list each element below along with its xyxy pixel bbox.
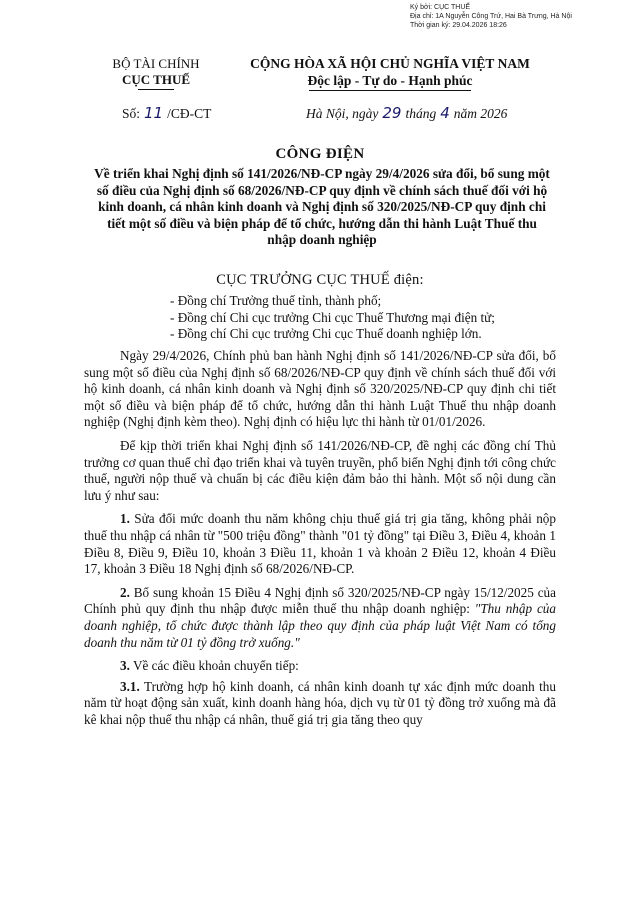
item-number: 1. <box>120 511 130 527</box>
doc-number-value: 11 <box>144 104 164 122</box>
document-number <box>122 104 211 122</box>
item-text: Về các điều khoản chuyển tiếp: <box>129 658 299 674</box>
recipient-item: - Đồng chí Chi cục trưởng Chi cục Thuế Thương mại điện tử; <box>170 309 495 325</box>
recipient-item: - Đồng chí Chi cục trưởng Chi cục Thuế doanh nghiệp lớn. <box>170 326 482 341</box>
body-paragraph: Để kịp thời triển khai Nghị định số 141/2026/NĐ-CP, đề nghị các đồng chí Thủ trưởng cơ quan thuế chỉ đạo triển khai và tuyên truyền, phổ biến Nghị định tới công chức thuế, người nộp thuế và chuẩn bị các điều kiện đảm bảo thi hành. Một số nội dung cần lưu ý như sau: <box>84 437 556 503</box>
item-quote: "Thu nhập của doanh nghiệp, tổ chức được thành lập theo quy định của pháp luật Việt Nam có tổng doanh thu năm từ 01 tỷ đồng trở xuống." <box>84 601 556 650</box>
doc-number-suffix: /CĐ-CT <box>167 106 212 121</box>
item-number: 3.1. <box>120 678 140 694</box>
digital-signature-stamp <box>410 3 572 30</box>
body-paragraph: Ngày 29/4/2026, Chính phủ ban hành Nghị định số 141/2026/NĐ-CP sửa đổi, bổ sung một số điều của Nghị định số 68/2026/NĐ-CP quy định về chính sách thuế đối với hộ kinh doanh, cá nhân kinh doanh và Nghị định số 320/2025/NĐ-CP quy định chi tiết một số điều và biện pháp để tổ chức, hướng dẫn thi hành Luật Thuế thu nhập doanh nghiệp (Nghị định kèm theo). Nghị định có hiệu lực thi hành từ 01/01/2026. <box>84 348 556 430</box>
date-month-label: tháng <box>405 106 437 121</box>
national-slogan: Độc lập - Tự do - Hạnh phúc <box>307 73 473 88</box>
body-item-1 <box>84 511 556 577</box>
signature-time: Thời gian ký: 29.04.2026 18:26 <box>410 22 507 29</box>
date-place: Hà Nội, ngày <box>306 106 379 121</box>
date-day: 29 <box>382 104 402 122</box>
item-text: Bổ sung khoản 15 Điều 4 Nghị định số 320/2025/NĐ-CP ngày 15/12/2025 của Chính phủ quy định thu nhập được miễn thuế thu nhập doanh nghiệp: <box>84 584 556 617</box>
signature-address: Địa chỉ: 1A Nguyễn Công Trứ, Hai Bà Trưng, Hà Nội <box>410 13 572 20</box>
recipient-list <box>170 293 495 343</box>
org-department: CỤC THUẾ <box>121 72 191 87</box>
document-title: CÔNG ĐIỆN <box>275 146 365 162</box>
date-year: năm 2026 <box>453 106 508 121</box>
date-month: 4 <box>440 104 450 122</box>
item-number: 2. <box>120 584 130 600</box>
body-item-3 <box>84 658 556 675</box>
document-subject: Về triển khai Nghị định số 141/2026/NĐ-CP ngày 29/4/2026 sửa đổi, bổ sung một số điều của Nghị định số 68/2026/NĐ-CP quy định về chính sách thuế đối với hộ kinh doanh, cá nhân kinh doanh và Nghị định số 320/2025/NĐ-CP quy định chi tiết một số điều và biện pháp để tổ chức, hướng dẫn thi hành Luật Thuế thu nhập doanh nghiệp <box>94 166 550 248</box>
item-text: Sửa đổi mức doanh thu năm không chịu thuế giá trị gia tăng, không phải nộp thuế thu nhập cá nhân từ "500 triệu đồng" thành "01 tỷ đồng" tại Điều 3, Điều 4, khoản 1 Điều 8, Điều 9, Điều 10, khoản 3 Điều 11, khoản 1 và khoản 2 Điều 12, khoản 4 Điều 17, khoản 3 Điều 18 Nghị định số 68/2026/NĐ-CP. <box>84 511 556 577</box>
doc-number-prefix: Số: <box>122 106 141 121</box>
slogan-underline <box>309 90 471 91</box>
recipient-item: - Đồng chí Trưởng thuế tỉnh, thành phố; <box>170 293 382 308</box>
document-body <box>84 348 556 735</box>
body-item-2 <box>84 585 556 651</box>
issuing-organization <box>96 56 216 90</box>
national-motto <box>235 56 545 91</box>
org-ministry: BỘ TÀI CHÍNH <box>112 56 200 71</box>
national-name: CỘNG HÒA XÃ HỘI CHỦ NGHĨA VIỆT NAM <box>250 56 530 71</box>
date-line <box>306 104 507 122</box>
body-item-3-1 <box>84 679 556 729</box>
org-underline <box>138 89 174 90</box>
item-number: 3. <box>120 658 130 674</box>
sender-line: CỤC TRƯỞNG CỤC THUẾ điện: <box>216 272 424 288</box>
item-text: Trường hợp hộ kinh doanh, cá nhân kinh doanh tự xác định mức doanh thu năm từ hoạt động sản xuất, kinh doanh hàng hóa, dịch vụ từ 01 tỷ đồng trở xuống mà đã kê khai nộp thuế thu nhập cá nhân, thuế giá trị gia tăng theo quy <box>84 678 556 727</box>
signature-signer: Ký bởi: CỤC THUẾ <box>410 4 471 11</box>
